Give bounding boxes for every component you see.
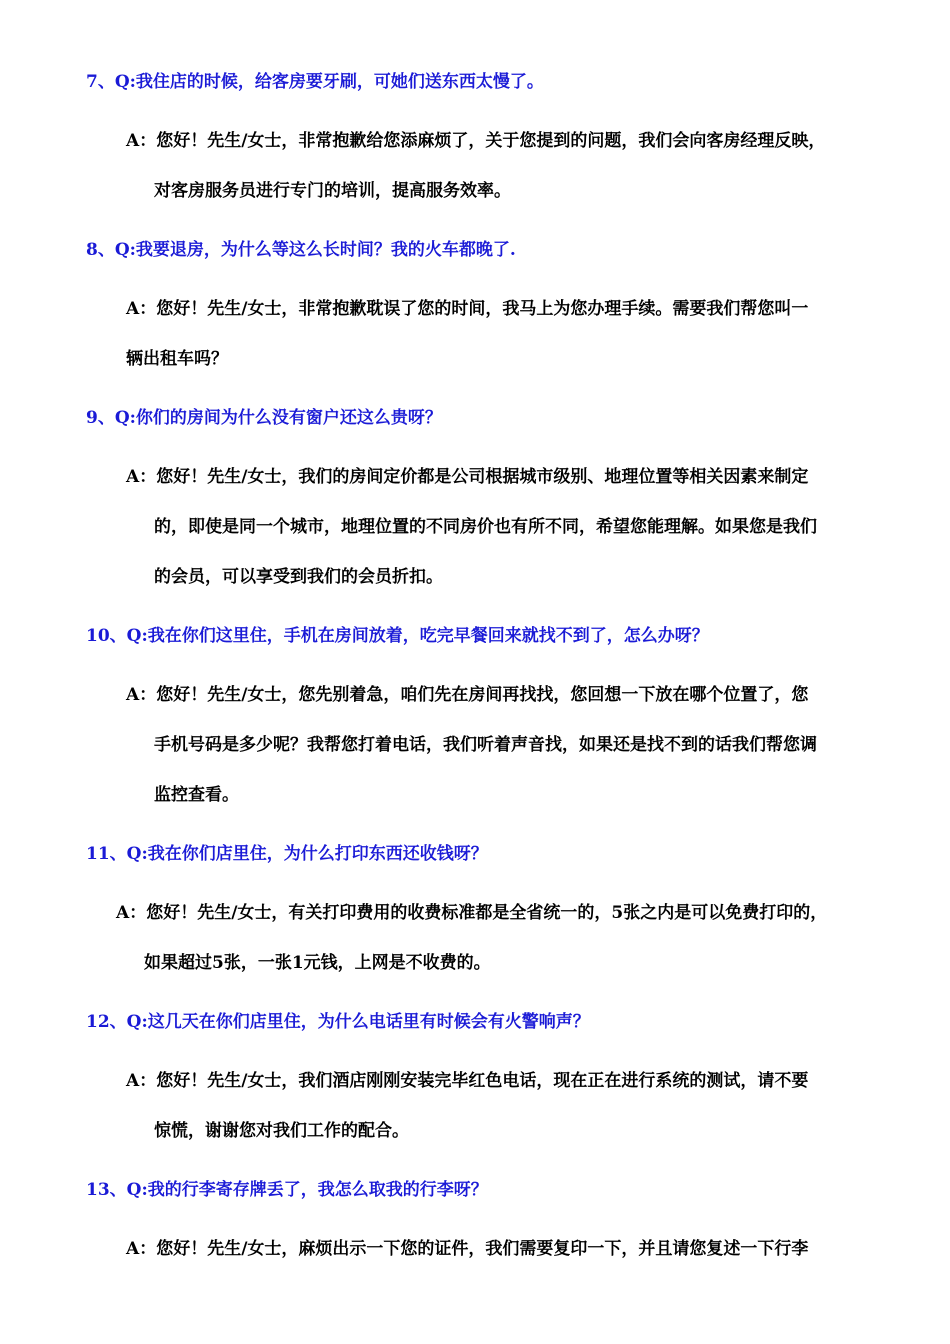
answer-line: A：您好！先生/女士，非常抱歉耽误了您的时间，我马上为您办理手续。需要我们帮您叫一	[126, 299, 809, 319]
answer-line: A：您好！先生/女士，非常抱歉给您添麻烦了，关于您提到的问题，我们会向客房经理反映，	[126, 131, 826, 151]
answer-7	[126, 116, 926, 216]
answer-12	[126, 1056, 926, 1156]
answer-13	[126, 1224, 926, 1274]
answer-line: 手机号码是多少呢？我帮您打着电话，我们听着声音找，如果还是找不到的话我们帮您调	[154, 735, 817, 755]
question-7: 7、Q:我住店的时候，给客房要牙刷，可她们送东西太慢了。	[86, 72, 544, 92]
answer-line: A：您好！先生/女士，我们的房间定价都是公司根据城市级别、地理位置等相关因素来制定	[126, 467, 809, 487]
question-10: 10、Q:我在你们这里住，手机在房间放着，吃完早餐回来就找不到了，怎么办呀？	[86, 626, 709, 646]
answer-line: A：您好！先生/女士，您先别着急，咱们先在房间再找找，您回想一下放在哪个位置了，您	[126, 685, 809, 705]
answer-line: 如果超过5张，一张1元钱，上网是不收费的。	[144, 953, 491, 973]
answer-line: 的会员，可以享受到我们的会员折扣。	[154, 567, 443, 587]
answer-line: 监控查看。	[154, 785, 239, 805]
answer-line: A：您好！先生/女士，有关打印费用的收费标准都是全省统一的，5张之内是可以免费打印的，	[116, 903, 828, 923]
question-13: 13、Q:我的行李寄存牌丢了，我怎么取我的行李呀？	[86, 1180, 488, 1200]
question-9: 9、Q:你们的房间为什么没有窗户还这么贵呀？	[86, 408, 442, 428]
answer-10	[126, 670, 926, 820]
answer-line: 的，即使是同一个城市，地理位置的不同房价也有所不同，希望您能理解。如果您是我们	[154, 517, 817, 537]
answer-line: 辆出租车吗？	[126, 349, 228, 369]
answer-11	[116, 888, 936, 988]
answer-8	[126, 284, 926, 384]
question-8: 8、Q:我要退房，为什么等这么长时间？我的火车都晚了.	[86, 240, 516, 260]
answer-line: 惊慌，谢谢您对我们工作的配合。	[154, 1121, 409, 1141]
question-11: 11、Q:我在你们店里住，为什么打印东西还收钱呀？	[86, 844, 488, 864]
question-12: 12、Q:这几天在你们店里住，为什么电话里有时候会有火警响声？	[86, 1012, 590, 1032]
answer-line: A：您好！先生/女士，我们酒店刚刚安装完毕红色电话，现在正在进行系统的测试，请不要	[126, 1071, 809, 1091]
answer-9	[126, 452, 926, 602]
answer-line: 对客房服务员进行专门的培训，提高服务效率。	[154, 181, 511, 201]
answer-line: A：您好！先生/女士，麻烦出示一下您的证件，我们需要复印一下，并且请您复述一下行李	[126, 1239, 809, 1259]
